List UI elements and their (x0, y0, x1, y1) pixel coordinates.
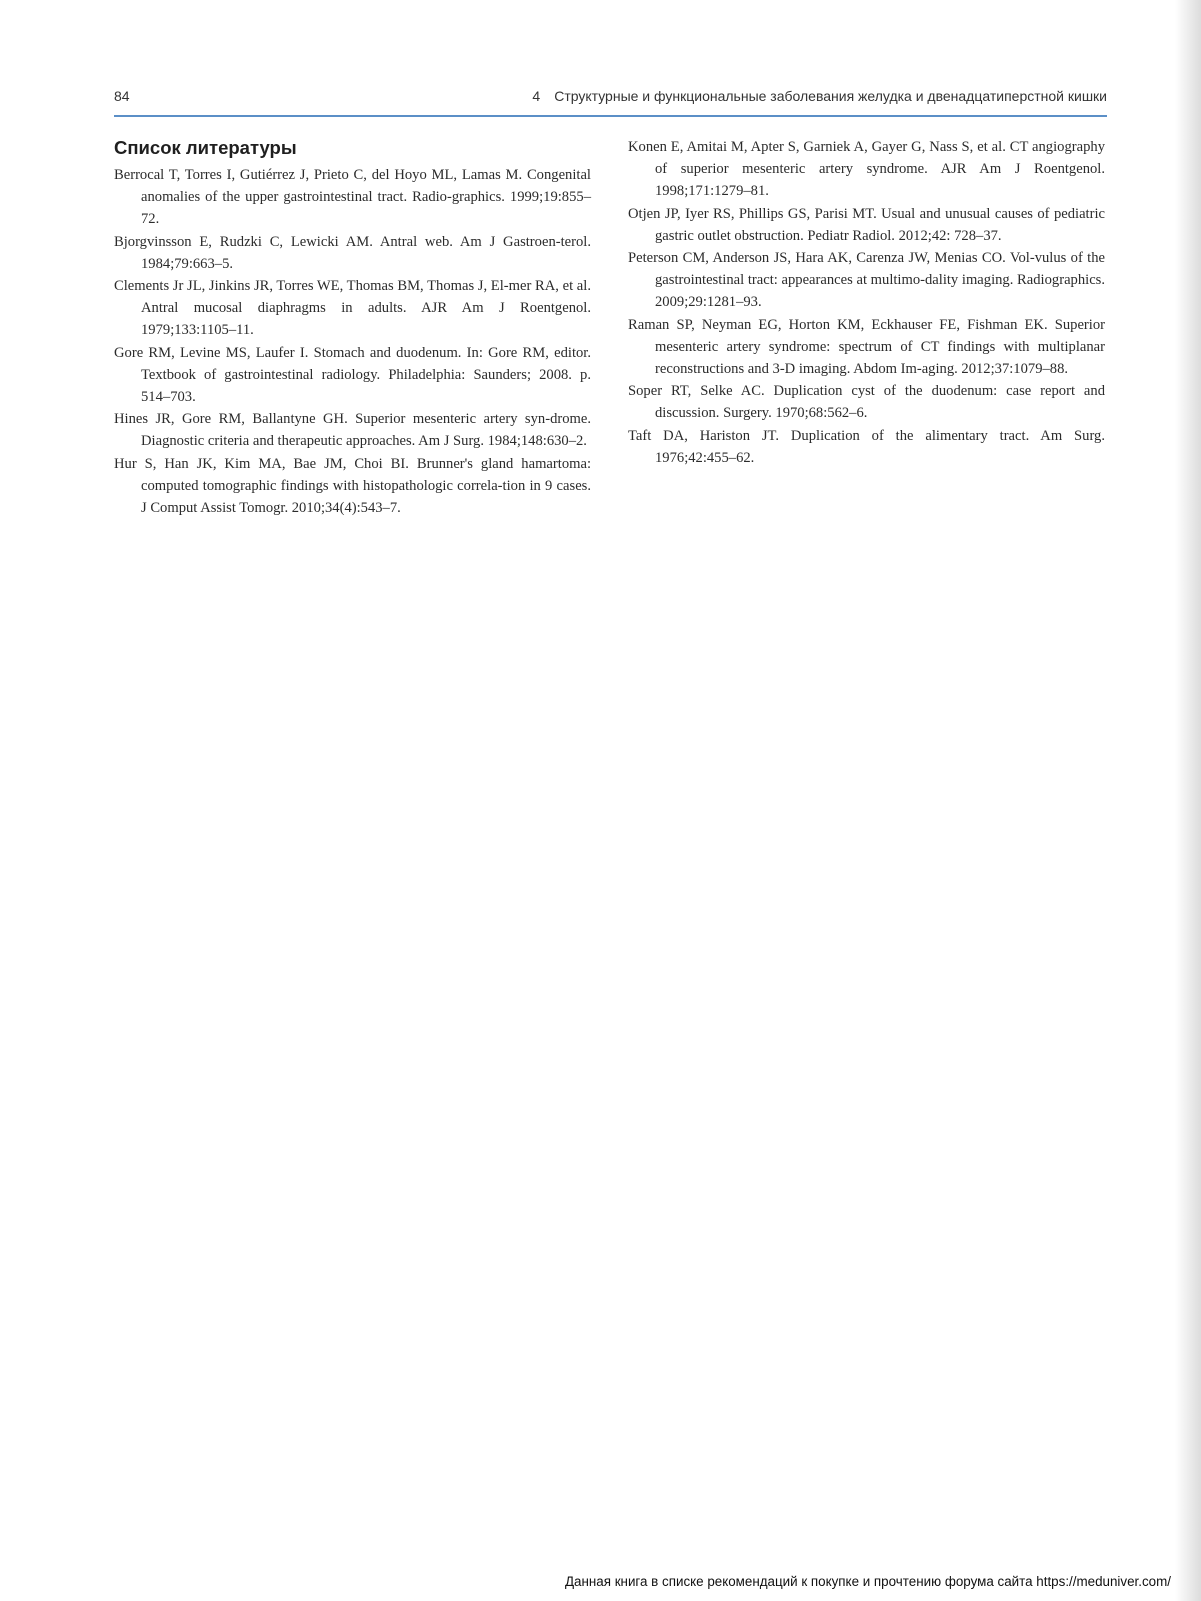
reference-item: Hines JR, Gore RM, Ballantyne GH. Superior mesenteric artery syn-drome. Diagnostic criteria and therapeutic approaches. Am J Surg. 1984;148:630–2. (114, 411, 591, 450)
reference-item: Hur S, Han JK, Kim MA, Bae JM, Choi BI. Brunner's gland hamartoma: computed tomographic findings with histopathologic correla-tion in 9 cases. J Comput Assist Tomogr. 2010;34(4):543–7. (114, 455, 591, 517)
reference-item: Peterson CM, Anderson JS, Hara AK, Carenza JW, Menias CO. Vol-vulus of the gastrointestinal tract: appearances at multimo-dality imaging. Radiographics. 2009;29:1281–93. (628, 250, 1105, 311)
reference-item: Soper RT, Selke AC. Duplication cyst of the duodenum: case report and discussion. Surgery. 1970;68:562–6. (628, 383, 1105, 422)
reference-item: Konen E, Amitai M, Apter S, Garniek A, Gayer G, Nass S, et al. CT angiography of superior mesenteric artery syndrome. AJR Am J Roentgenol. 1998;171:1279–81. (628, 139, 1105, 200)
reference-item: Gore RM, Levine MS, Laufer I. Stomach and duodenum. In: Gore RM, editor. Textbook of gastrointestinal radiology. Philadelphia: Saunders; 2008. p. 514–703. (114, 344, 591, 406)
reference-list-right (628, 136, 1105, 469)
section-heading: Список литературы (114, 137, 297, 158)
page-edge-shadow (1175, 0, 1201, 1601)
running-header (114, 86, 1107, 112)
reference-item: Berrocal T, Torres I, Gutiérrez J, Prieto C, del Hoyo ML, Lamas M. Congenital anomalies of the upper gastrointestinal tract. Radio-graphics. 1999;19:855–72. (114, 167, 591, 228)
header-rule (114, 115, 1107, 117)
running-title (532, 88, 1107, 104)
footer-note: Данная книга в списке рекомендаций к покупке и прочтению форума сайта https://meduniver.com/ (564, 1574, 1171, 1589)
chapter-number: 4 (532, 88, 541, 104)
reference-item: Taft DA, Hariston JT. Duplication of the alimentary tract. Am Surg. 1976;42:455–62. (628, 427, 1105, 466)
chapter-title: Структурные и функциональные заболевания желудка и двенадцатиперстной кишки (554, 88, 1107, 104)
reference-item: Clements Jr JL, Jinkins JR, Torres WE, Thomas BM, Thomas J, El-mer RA, et al. Antral mucosal diaphragms in adults. AJR Am J Roentgenol. 1979;133:1105–11. (114, 278, 591, 339)
left-column (114, 136, 591, 519)
reference-item: Otjen JP, Iyer RS, Phillips GS, Parisi MT. Usual and unusual causes of pediatric gastric outlet obstruction. Pediatr Radiol. 2012;42: 728–37. (628, 205, 1105, 244)
reference-list-left (114, 164, 591, 519)
reference-item: Bjorgvinsson E, Rudzki C, Lewicki AM. Antral web. Am J Gastroen-terol. 1984;79:663–5. (114, 233, 591, 272)
page-number: 84 (114, 88, 130, 104)
right-column (628, 136, 1105, 469)
reference-item: Raman SP, Neyman EG, Horton KM, Eckhauser FE, Fishman EK. Superior mesenteric artery syndrome: spectrum of CT findings with multiplanar reconstructions and 3-D imaging. Abdom Im-aging. 2012;37:1079–88. (628, 316, 1105, 378)
